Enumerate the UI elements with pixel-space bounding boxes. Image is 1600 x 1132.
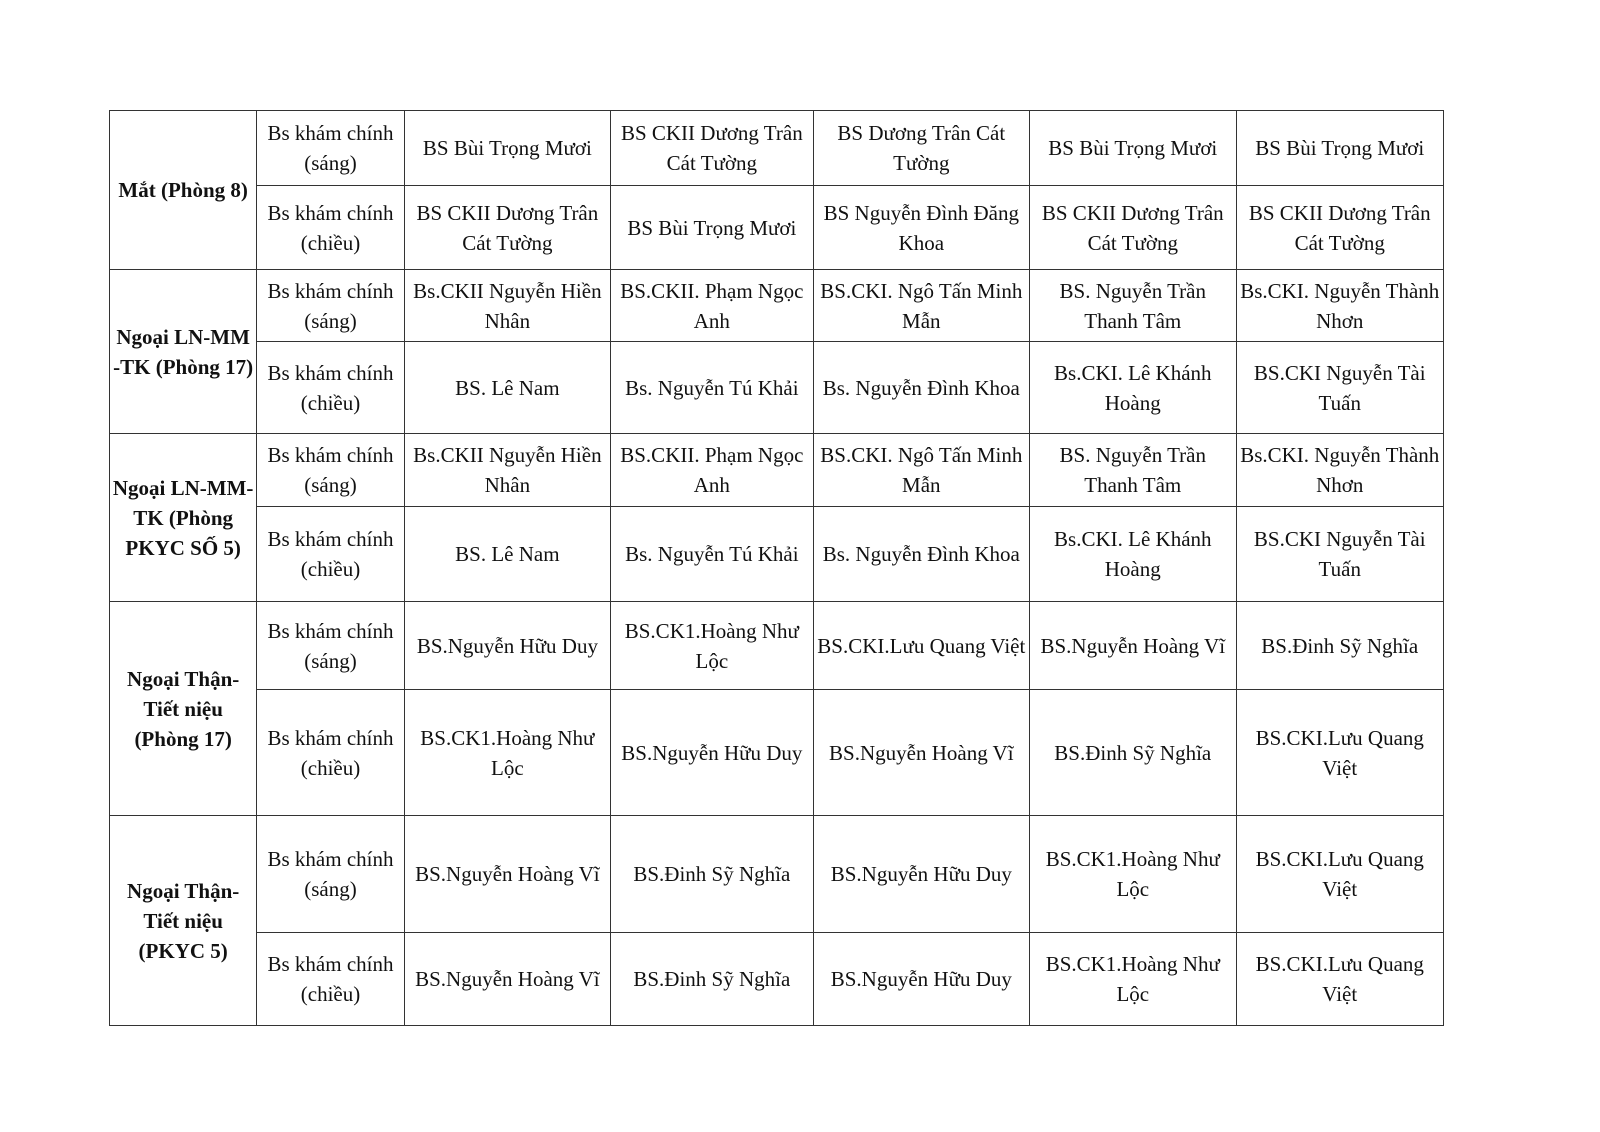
shift-label: Bs khám chính (sáng) [257, 111, 404, 186]
doctor-cell: BS.Đinh Sỹ Nghĩa [1236, 602, 1444, 690]
doctor-cell: BS.Nguyễn Hoàng Vĩ [1030, 602, 1236, 690]
shift-label: Bs khám chính (chiều) [257, 186, 404, 270]
doctor-cell: BS.CKI. Ngô Tấn Minh Mẫn [813, 270, 1029, 342]
doctor-cell: BS Bùi Trọng Mươi [1030, 111, 1236, 186]
doctor-cell: BS.Nguyễn Hữu Duy [611, 690, 813, 816]
table-row [110, 342, 1444, 434]
table-row [110, 933, 1444, 1026]
table-row [110, 186, 1444, 270]
doctor-cell: BS.CKI Nguyễn Tài Tuấn [1236, 507, 1444, 602]
department-name: Mắt (Phòng 8) [110, 111, 257, 270]
table-row [110, 434, 1444, 507]
table-row [110, 507, 1444, 602]
shift-label: Bs khám chính (sáng) [257, 270, 404, 342]
doctor-cell: Bs.CKII Nguyễn Hiền Nhân [404, 434, 610, 507]
doctor-cell: BS.Đinh Sỹ Nghĩa [1030, 690, 1236, 816]
doctor-cell: BS Bùi Trọng Mươi [1236, 111, 1444, 186]
doctor-cell: BS.Đinh Sỹ Nghĩa [611, 816, 813, 933]
doctor-cell: Bs.CKII Nguyễn Hiền Nhân [404, 270, 610, 342]
department-name: Ngoại LN-MM- TK (Phòng PKYC SỐ 5) [110, 434, 257, 602]
department-name: Ngoại LN-MM -TK (Phòng 17) [110, 270, 257, 434]
table-row [110, 270, 1444, 342]
doctor-cell: BS.CK1.Hoàng Như Lộc [1030, 816, 1236, 933]
shift-label: Bs khám chính (sáng) [257, 434, 404, 507]
shift-label: Bs khám chính (chiều) [257, 507, 404, 602]
doctor-cell: BS.Nguyễn Hoàng Vĩ [404, 933, 610, 1026]
doctor-cell: BS.Nguyễn Hữu Duy [813, 816, 1029, 933]
doctor-cell: BS.Nguyễn Hữu Duy [813, 933, 1029, 1026]
table-row [110, 602, 1444, 690]
doctor-cell: BS. Nguyễn Trần Thanh Tâm [1030, 434, 1236, 507]
doctor-cell: BS.CKI. Ngô Tấn Minh Mẫn [813, 434, 1029, 507]
doctor-cell: BS Dương Trân Cát Tường [813, 111, 1029, 186]
doctor-cell: BS.CKI.Lưu Quang Việt [1236, 816, 1444, 933]
doctor-cell: BS. Nguyễn Trần Thanh Tâm [1030, 270, 1236, 342]
doctor-cell: BS Bùi Trọng Mươi [404, 111, 610, 186]
doctor-schedule-table [109, 110, 1444, 1026]
doctor-cell: BS.CKII. Phạm Ngọc Anh [611, 270, 813, 342]
table-row [110, 111, 1444, 186]
doctor-cell: BS.CKI.Lưu Quang Việt [813, 602, 1029, 690]
doctor-cell: BS Nguyễn Đình Đăng Khoa [813, 186, 1029, 270]
department-name: Ngoại Thận-Tiết niệu (PKYC 5) [110, 816, 257, 1026]
department-name: Ngoại Thận-Tiết niệu (Phòng 17) [110, 602, 257, 816]
doctor-cell: BS.CKI.Lưu Quang Việt [1236, 690, 1444, 816]
schedule-body [110, 111, 1444, 1026]
doctor-cell: BS Bùi Trọng Mươi [611, 186, 813, 270]
doctor-cell: BS.CKII. Phạm Ngọc Anh [611, 434, 813, 507]
shift-label: Bs khám chính (sáng) [257, 602, 404, 690]
doctor-cell: BS.CK1.Hoàng Như Lộc [611, 602, 813, 690]
doctor-cell: Bs. Nguyễn Tú Khải [611, 342, 813, 434]
doctor-cell: BS CKII Dương Trân Cát Tường [404, 186, 610, 270]
doctor-cell: Bs. Nguyễn Tú Khải [611, 507, 813, 602]
doctor-cell: Bs.CKI. Lê Khánh Hoàng [1030, 342, 1236, 434]
doctor-cell: Bs. Nguyễn Đình Khoa [813, 507, 1029, 602]
doctor-cell: Bs.CKI. Nguyễn Thành Nhơn [1236, 270, 1444, 342]
doctor-cell: BS. Lê Nam [404, 342, 610, 434]
doctor-cell: BS.Nguyễn Hoàng Vĩ [813, 690, 1029, 816]
shift-label: Bs khám chính (chiều) [257, 690, 404, 816]
doctor-cell: BS. Lê Nam [404, 507, 610, 602]
doctor-cell: BS.Đinh Sỹ Nghĩa [611, 933, 813, 1026]
doctor-cell: BS.CK1.Hoàng Như Lộc [404, 690, 610, 816]
doctor-cell: BS.Nguyễn Hoàng Vĩ [404, 816, 610, 933]
table-row [110, 816, 1444, 933]
table-row [110, 690, 1444, 816]
doctor-cell: BS CKII Dương Trân Cát Tường [1236, 186, 1444, 270]
shift-label: Bs khám chính (chiều) [257, 342, 404, 434]
doctor-cell: BS CKII Dương Trân Cát Tường [611, 111, 813, 186]
shift-label: Bs khám chính (chiều) [257, 933, 404, 1026]
doctor-cell: Bs.CKI. Lê Khánh Hoàng [1030, 507, 1236, 602]
doctor-cell: BS.CK1.Hoàng Như Lộc [1030, 933, 1236, 1026]
doctor-cell: BS CKII Dương Trân Cát Tường [1030, 186, 1236, 270]
doctor-cell: BS.Nguyễn Hữu Duy [404, 602, 610, 690]
doctor-cell: BS.CKI Nguyễn Tài Tuấn [1236, 342, 1444, 434]
shift-label: Bs khám chính (sáng) [257, 816, 404, 933]
doctor-cell: Bs.CKI. Nguyễn Thành Nhơn [1236, 434, 1444, 507]
doctor-cell: BS.CKI.Lưu Quang Việt [1236, 933, 1444, 1026]
doctor-cell: Bs. Nguyễn Đình Khoa [813, 342, 1029, 434]
